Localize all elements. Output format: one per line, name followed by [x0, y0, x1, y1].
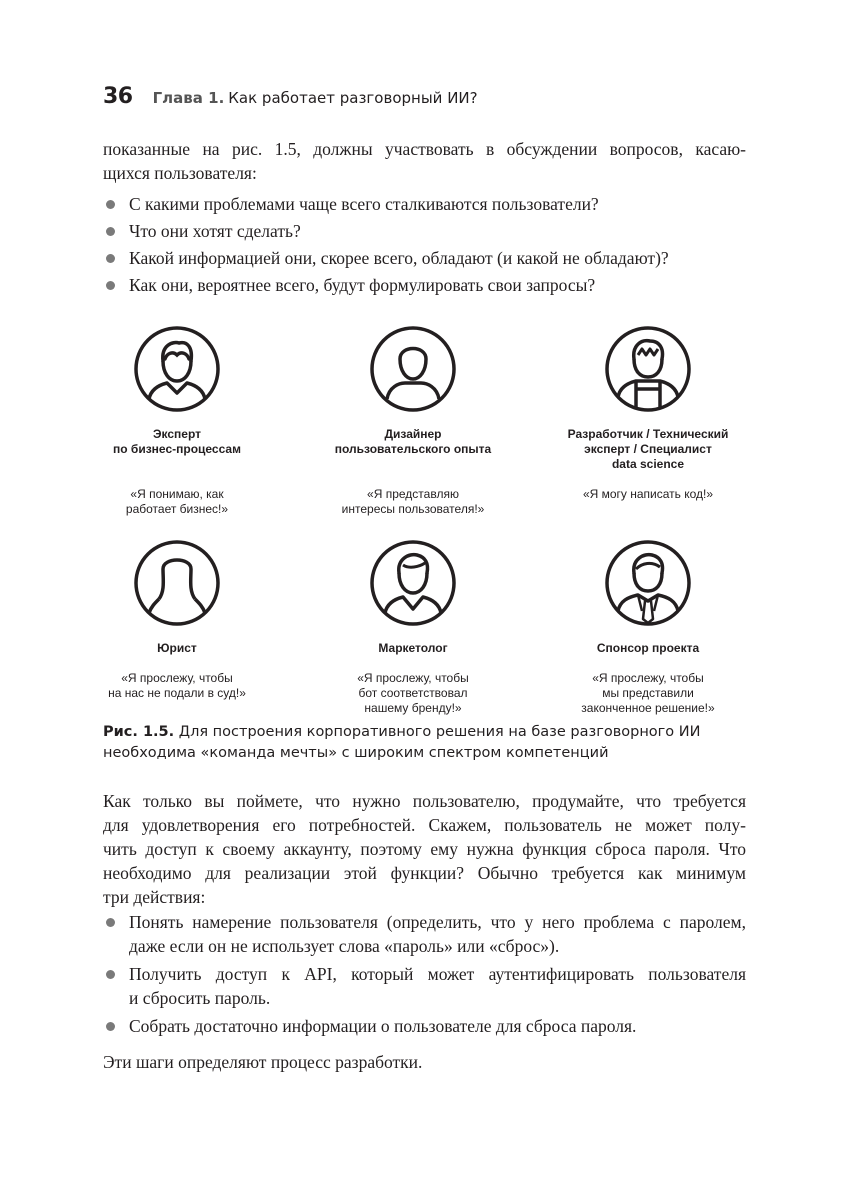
persona-role: Юрист [157, 641, 197, 655]
text-line: Эти шаги определяют процесс разработки. [103, 1052, 423, 1072]
questions-list [103, 192, 746, 297]
persona-role: Дизайнер пользовательского опыта [334, 427, 492, 456]
actions-list [103, 910, 746, 1038]
man-short-hair-icon [133, 325, 221, 413]
page-number: 36 [103, 84, 133, 109]
list-item [103, 910, 746, 958]
list-item-text: Получить доступ к API, который может аутентифицировать пользователя [129, 964, 746, 984]
text-line: Как только вы поймете, что нужно пользователю, продумайте, что требуется [103, 791, 746, 811]
list-item-text: С какими проблемами чаще всего сталкиваются пользователи? [129, 194, 599, 214]
list-item [103, 1014, 746, 1038]
persona-business-expert [70, 325, 284, 517]
bullet-icon [106, 254, 115, 263]
text-line: для удовлетворения его потребностей. Скажем, пользователь не может полу- [103, 815, 746, 835]
persona-quote: «Я могу написать код!» [582, 487, 714, 501]
list-item-text: Как они, вероятнее всего, будут формулировать свои запросы? [129, 275, 596, 295]
bullet-icon [106, 970, 115, 979]
list-item-text: Какой информацией они, скорее всего, обладают (и какой не обладают)? [129, 248, 669, 268]
persona-role: Эксперт по бизнес-процессам [113, 427, 241, 456]
text-line: чить доступ к своему аккаунту, поэтому ему нужна функция сброса пароля. Что [103, 839, 746, 859]
text-line: три действия: [103, 887, 206, 907]
list-item-text: даже если он не использует слова «пароль» или «сброс»). [129, 936, 560, 956]
list-item [103, 246, 746, 270]
chapter-label: Глава 1. [152, 89, 225, 107]
persona-role: Спонсор проекта [596, 641, 700, 655]
persona-quote: «Я понимаю, как работает бизнес!» [125, 487, 229, 516]
persona-lawyer [70, 539, 284, 701]
bullet-icon [106, 200, 115, 209]
list-item-text: Собрать достаточно информации о пользователе для сброса пароля. [129, 1016, 637, 1036]
list-item [103, 219, 746, 243]
woman-long-hair-icon [133, 539, 221, 627]
persona-quote: «Я прослежу, чтобы мы представили законченное решение!» [581, 671, 715, 715]
bullet-icon [106, 1022, 115, 1031]
text-line: показанные на рис. 1.5, должны участвовать в обсуждении вопросов, касаю- [103, 139, 746, 159]
list-item [103, 273, 746, 297]
man-vneck-icon [369, 539, 457, 627]
list-item [103, 962, 746, 1010]
persona-quote: «Я представляю интересы пользователя!» [341, 487, 485, 516]
caption-text: необходима «команда мечты» с широким спектром компетенций [103, 745, 609, 761]
man-suspenders-icon [604, 325, 692, 413]
caption-text: Для построения корпоративного решения на базе разговорного ИИ [178, 724, 701, 740]
text-line: необходимо для реализации этой функции? Обычно требуется как минимум [103, 863, 746, 883]
persona-developer [541, 325, 755, 502]
list-item-text: Что они хотят сделать? [129, 221, 301, 241]
intro-paragraph [103, 137, 746, 185]
caption-label: Рис. 1.5. [103, 724, 175, 740]
figure-caption [103, 722, 746, 764]
figure-team [103, 325, 746, 715]
man-tie-suit-icon [604, 539, 692, 627]
bullet-icon [106, 918, 115, 927]
list-item-text: Понять намерение пользователя (определить, что у него проблема с паролем, [129, 912, 746, 932]
text-line: щихся пользователя: [103, 163, 257, 183]
person-silhouette-icon [369, 325, 457, 413]
persona-role: Маркетолог [378, 641, 448, 655]
list-item [103, 192, 746, 216]
persona-marketer [306, 539, 520, 716]
persona-ux-designer [306, 325, 520, 517]
chapter-title: Как работает разговорный ИИ? [228, 89, 478, 107]
bullet-icon [106, 281, 115, 290]
persona-project-sponsor [541, 539, 755, 716]
running-header [103, 84, 763, 114]
persona-role: Разработчик / Технический эксперт / Специалист data science [567, 427, 729, 471]
persona-quote: «Я прослежу, чтобы на нас не подали в суд!» [108, 671, 246, 700]
closing-paragraph [103, 1050, 746, 1074]
bullet-icon [106, 227, 115, 236]
persona-quote: «Я прослежу, чтобы бот соответствовал нашему бренду!» [357, 671, 469, 715]
main-paragraph [103, 789, 746, 909]
list-item-text: и сбросить пароль. [129, 988, 271, 1008]
